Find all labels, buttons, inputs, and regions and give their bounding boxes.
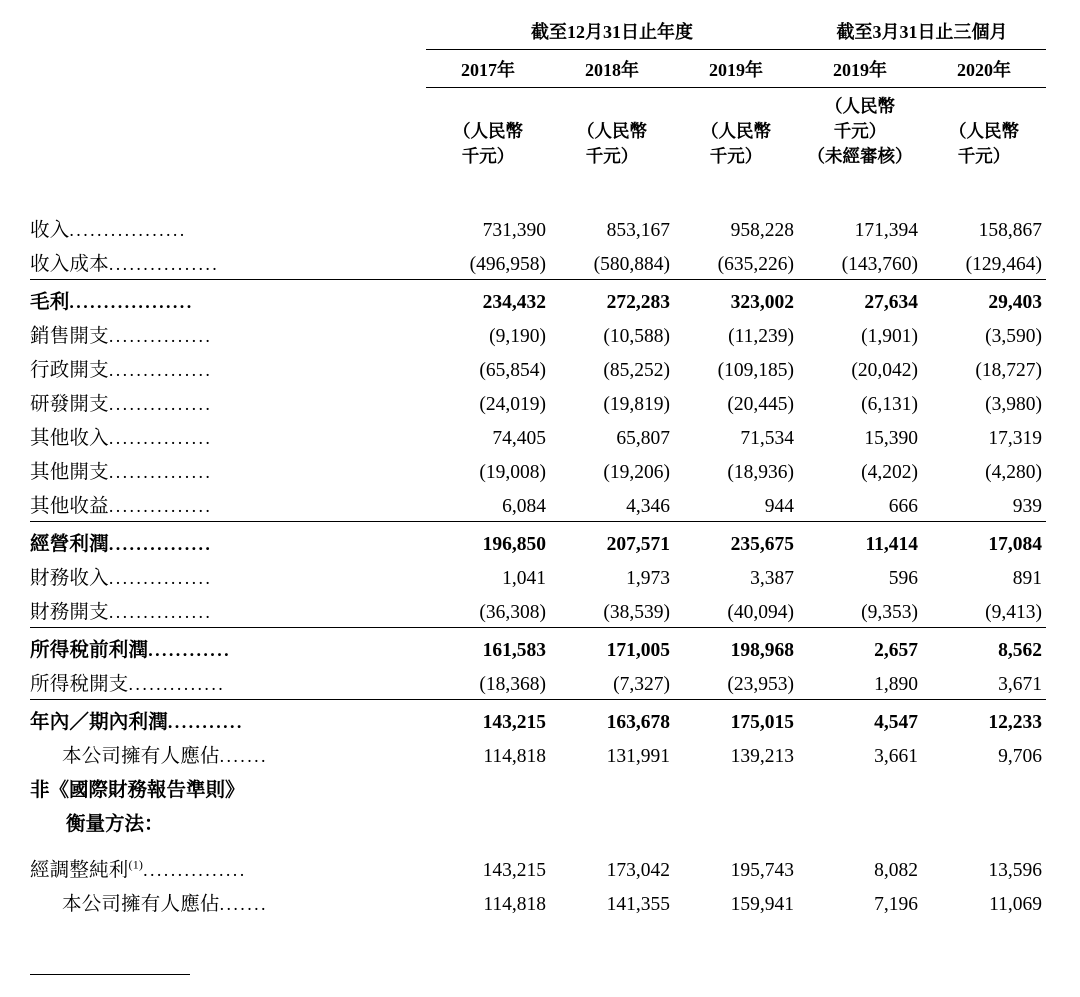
leader-dots: .............. (128, 673, 226, 694)
header-unit-line: 千元） (585, 145, 639, 166)
header-blank-cell-3 (30, 88, 426, 169)
table-row (30, 385, 1046, 419)
section-heading-line1: 非《國際財務報告準則》 (30, 779, 245, 801)
section-gap (30, 839, 1046, 851)
row-value: 131,991 (606, 745, 670, 767)
header-unit-line: （人民幣 (949, 120, 1019, 141)
row-value: (11,239) (728, 325, 794, 347)
row-value: 666 (888, 495, 918, 517)
table-row (30, 521, 1046, 559)
row-value: (143,760) (841, 253, 918, 275)
row-value: 71,534 (740, 427, 794, 449)
row-value: (40,094) (727, 601, 794, 623)
row-value: (496,958) (469, 253, 546, 275)
row-value: 27,634 (798, 279, 922, 317)
row-label-text: 毛利 (30, 291, 70, 313)
row-value: 65,807 (616, 427, 670, 449)
table-row (30, 279, 1046, 317)
row-value: 141,355 (606, 893, 670, 915)
row-value: 891 (1012, 567, 1042, 589)
row-value: (85,252) (603, 359, 670, 381)
leader-dots: ................. (69, 219, 187, 240)
row-label-text: 經營利潤 (30, 533, 109, 555)
row-value: (580,884) (593, 253, 670, 275)
row-value: 8,082 (874, 859, 918, 881)
header-unit-line: （人民幣 (825, 96, 895, 116)
leader-dots: ............... (108, 325, 213, 346)
header-year-2018: 2018年 (550, 50, 674, 88)
row-value: 74,405 (492, 427, 546, 449)
row-label (30, 211, 426, 245)
row-label-text: 經調整純利 (30, 859, 129, 881)
row-value: 158,867 (978, 219, 1042, 241)
row-value: 3,671 (998, 673, 1042, 695)
section-heading-line2: 衡量方法： (66, 813, 164, 835)
leader-dots: ............... (108, 427, 213, 448)
row-value: (3,980) (985, 393, 1042, 415)
header-blank-cell-2 (30, 50, 426, 88)
row-value: 3,387 (750, 567, 794, 589)
row-value: 171,394 (854, 219, 918, 241)
header-unit-line: （人民幣 (577, 120, 647, 141)
row-value: 8,562 (922, 627, 1046, 665)
row-label-text: 銷售開支 (30, 325, 109, 347)
leader-dots: ....... (219, 745, 268, 766)
row-value: 731,390 (482, 219, 546, 241)
row-value: 234,432 (426, 279, 550, 317)
leader-dots: ............... (108, 359, 213, 380)
row-label (30, 699, 426, 737)
leader-dots: ............... (108, 533, 213, 554)
row-value: (4,202) (861, 461, 918, 483)
header-unit-2019-q1 (798, 88, 922, 169)
row-label (30, 559, 426, 593)
row-label-text: 收入 (30, 219, 70, 241)
header-unit-line: 千元） (709, 145, 763, 166)
financial-summary-table (30, 18, 1046, 919)
header-unit-row (30, 88, 1046, 169)
leader-dots: ............... (143, 859, 247, 880)
table-row (30, 453, 1046, 487)
row-value: 235,675 (674, 521, 798, 559)
row-value: 207,571 (550, 521, 674, 559)
leader-dots: ............... (108, 393, 213, 414)
row-label (30, 419, 426, 453)
leader-dots: ....... (219, 893, 268, 914)
row-label (30, 737, 426, 771)
row-value: 9,706 (998, 745, 1042, 767)
row-label (30, 245, 426, 280)
row-value: (9,353) (861, 601, 918, 623)
row-value: (36,308) (479, 601, 546, 623)
row-value: 958,228 (730, 219, 794, 241)
leader-dots: ............... (108, 601, 213, 622)
row-label-text: 財務開支 (30, 601, 109, 623)
row-value: 1,041 (502, 567, 546, 589)
row-value: 1,890 (874, 673, 918, 695)
row-value: 323,002 (674, 279, 798, 317)
header-unit-line: 千元） (461, 145, 515, 166)
row-value: 3,661 (874, 745, 918, 767)
leader-dots: ........... (167, 711, 244, 732)
row-value: (38,539) (603, 601, 670, 623)
row-label-text: 本公司擁有人應佔 (62, 893, 220, 915)
table-row (30, 699, 1046, 737)
row-value: (24,019) (479, 393, 546, 415)
row-value: (23,953) (727, 673, 794, 695)
header-year-2017: 2017年 (426, 50, 550, 88)
row-label-text: 行政開支 (30, 359, 109, 381)
row-value: 175,015 (674, 699, 798, 737)
row-label-text: 財務收入 (30, 567, 109, 589)
leader-dots: ................ (108, 253, 220, 274)
leader-dots: ............... (108, 461, 213, 482)
row-value: 17,084 (922, 521, 1046, 559)
row-value: 4,346 (626, 495, 670, 517)
row-label-text: 所得稅開支 (30, 673, 129, 695)
row-value: (109,185) (717, 359, 794, 381)
header-group-row (30, 18, 1046, 50)
row-label-text: 所得稅前利潤 (30, 639, 149, 661)
section-heading-row-2 (30, 805, 1046, 839)
header-blank-cell (30, 18, 426, 50)
row-value: (9,190) (489, 325, 546, 347)
row-value: 17,319 (988, 427, 1042, 449)
header-year-row (30, 50, 1046, 88)
row-value: 13,596 (988, 859, 1042, 881)
header-unit-2020-q1 (922, 88, 1046, 169)
table-row (30, 487, 1046, 522)
row-value: 159,941 (730, 893, 794, 915)
row-value: 195,743 (730, 859, 794, 881)
row-value: (635,226) (717, 253, 794, 275)
row-label (30, 279, 426, 317)
row-value: 163,678 (550, 699, 674, 737)
row-value: (4,280) (985, 461, 1042, 483)
row-label (30, 453, 426, 487)
section-heading-row-1 (30, 771, 1046, 805)
row-value: 6,084 (502, 495, 546, 517)
row-value: 11,414 (798, 521, 922, 559)
table-row (30, 351, 1046, 385)
header-body-spacer (30, 169, 1046, 211)
row-value: 143,215 (426, 699, 550, 737)
table-row (30, 851, 1046, 885)
row-value: 596 (888, 567, 918, 589)
header-unit-line: （人民幣 (453, 120, 523, 141)
row-label-text: 本公司擁有人應佔 (62, 745, 220, 767)
row-value: 4,547 (798, 699, 922, 737)
row-label-text: 其他收益 (30, 495, 109, 517)
leader-dots: .................. (69, 291, 194, 312)
row-value: (19,008) (479, 461, 546, 483)
row-label-text: 年內／期內利潤 (30, 711, 168, 733)
row-label (30, 385, 426, 419)
row-value: (18,936) (727, 461, 794, 483)
header-year-2019-q1: 2019年 (798, 50, 922, 88)
row-label (30, 593, 426, 628)
header-unit-2017 (426, 88, 550, 169)
row-value: (20,042) (851, 359, 918, 381)
row-value: 114,818 (483, 893, 546, 915)
row-label (30, 851, 426, 885)
header-unit-line: 千元） (957, 145, 1011, 166)
table-row (30, 419, 1046, 453)
row-value: 139,213 (730, 745, 794, 767)
row-value: (20,445) (727, 393, 794, 415)
leader-dots: ............... (108, 495, 213, 516)
header-unit-2019 (674, 88, 798, 169)
row-value: (65,854) (479, 359, 546, 381)
table-row (30, 737, 1046, 771)
footnote-divider (30, 974, 190, 975)
row-value: (6,131) (861, 393, 918, 415)
leader-dots: ............... (108, 567, 213, 588)
row-value: 272,283 (550, 279, 674, 317)
row-value: 29,403 (922, 279, 1046, 317)
row-label (30, 885, 426, 919)
row-value: (10,588) (603, 325, 670, 347)
row-value: (3,590) (985, 325, 1042, 347)
table-row (30, 211, 1046, 245)
row-value: 12,233 (922, 699, 1046, 737)
row-label-text: 收入成本 (30, 253, 109, 275)
row-label-text: 其他開支 (30, 461, 109, 483)
row-value: 171,005 (550, 627, 674, 665)
row-label (30, 487, 426, 522)
row-value: 15,390 (864, 427, 918, 449)
row-value: (7,327) (613, 673, 670, 695)
row-value: 196,850 (426, 521, 550, 559)
row-label (30, 665, 426, 700)
row-value: 1,973 (626, 567, 670, 589)
footnote-marker: (1) (128, 857, 144, 872)
row-label-text: 研發開支 (30, 393, 109, 415)
row-value: (18,727) (975, 359, 1042, 381)
row-value: (19,206) (603, 461, 670, 483)
table-row (30, 627, 1046, 665)
row-value: 198,968 (674, 627, 798, 665)
row-label-text: 其他收入 (30, 427, 109, 449)
row-value: 173,042 (606, 859, 670, 881)
row-value: 161,583 (426, 627, 550, 665)
row-value: (129,464) (965, 253, 1042, 275)
leader-dots: ............ (148, 639, 232, 660)
row-label (30, 317, 426, 351)
header-year-2020-q1: 2020年 (922, 50, 1046, 88)
row-value: (18,368) (479, 673, 546, 695)
row-value: 944 (764, 495, 794, 517)
table-row (30, 245, 1046, 280)
row-value: (19,819) (603, 393, 670, 415)
row-value: (9,413) (985, 601, 1042, 623)
header-group-annual: 截至12月31日止年度 (426, 18, 798, 50)
table-row (30, 885, 1046, 919)
header-year-2019: 2019年 (674, 50, 798, 88)
header-unit-unaudited: （未經審核） (807, 145, 913, 166)
header-unit-2018 (550, 88, 674, 169)
header-unit-line: 千元） (833, 120, 887, 141)
table-row (30, 317, 1046, 351)
row-value: 939 (1012, 495, 1042, 517)
row-value: 2,657 (798, 627, 922, 665)
row-value: 7,196 (874, 893, 918, 915)
header-unit-line: （人民幣 (701, 120, 771, 141)
table-row (30, 665, 1046, 700)
table-row (30, 559, 1046, 593)
row-value: 853,167 (606, 219, 670, 241)
row-label (30, 521, 426, 559)
table-row (30, 593, 1046, 628)
row-value: (1,901) (861, 325, 918, 347)
row-value: 11,069 (989, 893, 1042, 915)
row-value: 143,215 (482, 859, 546, 881)
row-label (30, 627, 426, 665)
row-value: 114,818 (483, 745, 546, 767)
header-group-quarter: 截至3月31日止三個月 (798, 18, 1046, 50)
row-label (30, 351, 426, 385)
